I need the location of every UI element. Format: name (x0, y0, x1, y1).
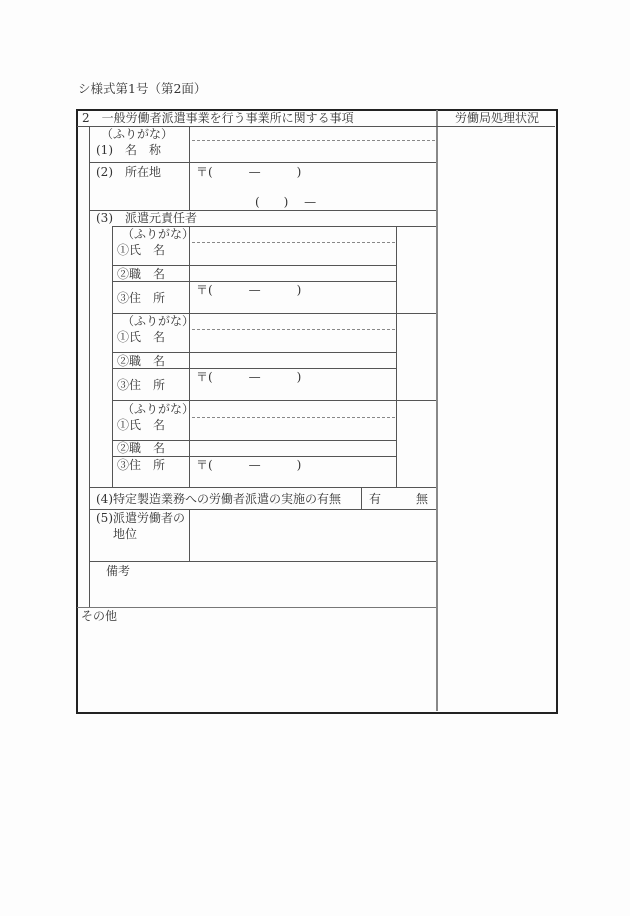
manager2-address-label: ③住 所 (117, 378, 166, 392)
manager3-title-label: ②職 名 (117, 441, 166, 455)
row-divider (89, 561, 436, 562)
remarks-input[interactable] (91, 580, 435, 606)
manager3-furigana-label: （ふりがな） (122, 402, 195, 416)
other-input[interactable] (79, 626, 435, 710)
manufacturing-option-no[interactable]: 無 (416, 492, 429, 506)
location-phone[interactable]: ( ) — (255, 195, 317, 209)
manufacturing-label: (4)特定製造業務への労働者派遣の実施の有無 (96, 492, 341, 506)
manager3-title-input[interactable] (191, 441, 395, 455)
location-postal-code[interactable]: 〒( — ) (196, 165, 302, 179)
section-title: 2 一般労働者派遣事業を行う事業所に関する事項 (82, 111, 354, 125)
manufacturing-option-yes[interactable]: 有 (369, 492, 382, 506)
manager2-title-label: ②職 名 (117, 354, 166, 368)
processing-status-field[interactable] (438, 128, 554, 710)
form-title: シ様式第1号（第2面） (78, 81, 207, 96)
manager1-name-input[interactable] (191, 244, 395, 264)
processing-status-title: 労働局処理状況 (455, 111, 540, 125)
manager3-address-input[interactable] (191, 472, 395, 486)
status-col-divider (189, 509, 190, 561)
manager-label: (3) 派遣元責任者 (96, 211, 197, 225)
manager3-address-label: ③住 所 (117, 458, 166, 472)
manager1-furigana-label: （ふりがな） (122, 227, 195, 241)
manager3-furigana-line (192, 417, 395, 418)
other-label: その他 (81, 609, 118, 623)
manager3-furigana-input[interactable] (191, 402, 395, 415)
manager3-name-label: ①氏 名 (117, 418, 166, 432)
status-label-line2: 地位 (113, 527, 138, 541)
manager1-name-label: ①氏 名 (117, 243, 166, 257)
manager1-address-input[interactable] (191, 298, 395, 312)
row-divider (89, 509, 436, 510)
manager1-furigana-line (192, 242, 395, 243)
row-divider (77, 607, 436, 608)
row-divider (112, 368, 396, 369)
status-input[interactable] (191, 511, 435, 560)
manager1-postal-code[interactable]: 〒( — ) (196, 283, 302, 297)
location-col-divider (189, 162, 190, 210)
location-address-input[interactable] (191, 180, 435, 194)
manager2-address-input[interactable] (191, 385, 395, 399)
row-divider (89, 487, 436, 488)
name-label: (1) 名 称 (96, 143, 161, 157)
row-divider (112, 281, 396, 282)
manager2-name-input[interactable] (191, 331, 395, 351)
name-furigana-label: （ふりがな） (101, 127, 174, 141)
manager1-address-label: ③住 所 (117, 291, 166, 305)
name-col-divider (189, 126, 190, 162)
row-divider (112, 456, 396, 457)
manager1-title-label: ②職 名 (117, 267, 166, 281)
name-input[interactable] (191, 142, 435, 161)
location-label: (2) 所在地 (96, 165, 161, 179)
name-furigana-line (192, 140, 435, 141)
indent-border-level1 (89, 126, 90, 607)
manager2-furigana-label: （ふりがな） (122, 314, 195, 328)
manager2-furigana-input[interactable] (191, 315, 395, 328)
manufacturing-col-divider (361, 487, 362, 509)
status-label-line1: (5)派遣労働者の (96, 511, 185, 525)
manager2-furigana-line (192, 329, 395, 330)
manager2-postal-code[interactable]: 〒( — ) (196, 370, 302, 384)
manager2-name-label: ①氏 名 (117, 330, 166, 344)
manager1-title-input[interactable] (191, 266, 395, 280)
manager-side-column-divider (396, 226, 397, 487)
manager2-title-input[interactable] (191, 353, 395, 367)
name-furigana-input[interactable] (191, 127, 435, 140)
manager3-postal-code[interactable]: 〒( — ) (196, 458, 302, 472)
manager3-name-input[interactable] (191, 419, 395, 439)
row-divider (89, 162, 436, 163)
remarks-label: 備考 (106, 564, 131, 578)
person-divider (112, 400, 436, 401)
manager1-furigana-input[interactable] (191, 228, 395, 241)
